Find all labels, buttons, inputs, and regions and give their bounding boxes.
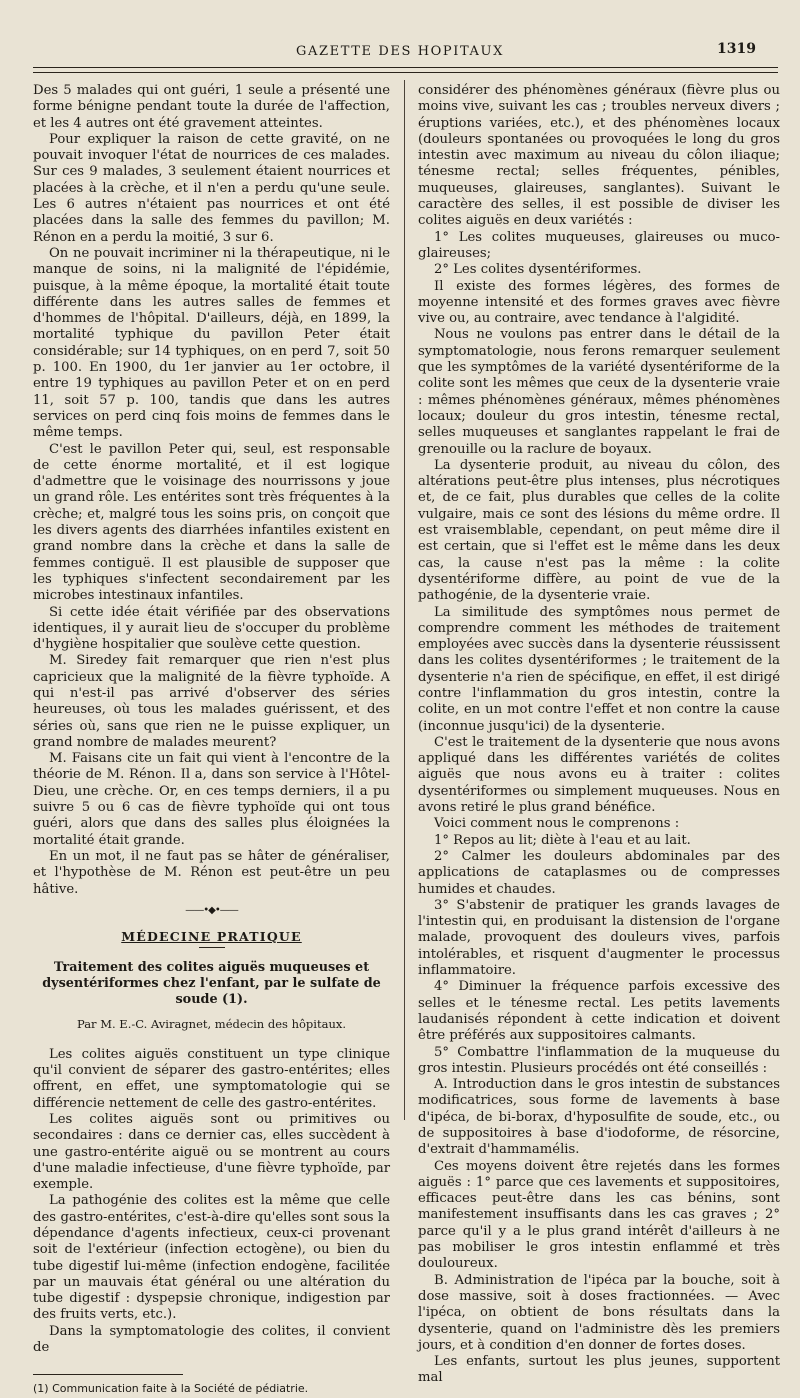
list-item: 3° S'abstenir de pratiquer les grands lavages de l'intestin qui, en produisant la distension de l'organe malade, provoquent des douleurs vives, parfois intolérables, et risquent d'augmenter le processus inflammatoire. bbox=[418, 897, 780, 979]
paragraph: M. Siredey fait remarquer que rien n'est plus capricieux que la malignité de la fièvre typhoïde. A qui n'est-il pas arrivé d'observer des séries heureuses, où tous les malades guérissent, et des séries où, sans que rien ne le puisse expliquer, un grand nombre de malades meurent? bbox=[33, 653, 390, 750]
list-item: 2° Les colites dysentériformes. bbox=[434, 262, 642, 278]
paragraph: C'est le pavillon Peter qui, seul, est responsable de cette énorme mortalité, et il est logique d'admettre que le voisinage des nourrissons y joue un grand rôle. Les entérites sont très fréquentes à la crèche; et, malgré tous les soins pris, on conçoit que les divers agents des diarrhées infantiles existent en grand nombre dans la crèche et dans la salle de femmes contiguë. Il est plausible de supposer que les typhiques s'infectent secondairement par les microbes intestinaux infantiles. bbox=[33, 441, 390, 604]
page-number: 1319 bbox=[717, 41, 756, 57]
paragraph: Les enfants, surtout les plus jeunes, supportent mal bbox=[418, 1354, 780, 1386]
running-title: GAZETTE DES HOPITAUX bbox=[296, 44, 504, 59]
paragraph: M. Faisans cite un fait qui vient à l'encontre de la théorie de M. Rénon. Il a, dans son service à l'Hôtel-Dieu, une crèche. Or, en ces temps derniers, il a pu suivre 5 ou 6 cas de fièvre typhoïde qui ont tous guéri, alors que dans des salles plus éloignées la mortalité était grande. bbox=[33, 751, 390, 848]
paragraph: La similitude des symptômes nous permet de comprendre comment les méthodes de traitement employées avec succès dans la dysenterie réussissent dans les colites dysentériformes ; le traitement de la dysenterie n'a rien de spécifique, en effet, il est dirigé contre l'inflammation du gros intestin, contre la colite, en un mot contre l'effet et non contre la cause (inconnue jusqu'ici) de la dysenterie. bbox=[418, 604, 781, 734]
left-column bbox=[33, 83, 390, 1398]
paragraph: Pour expliquer la raison de cette gravité, on ne pouvait invoquer l'état de nourrices de ces malades. Sur ces 9 malades, 3 seulement étaient nourrices et placées à la crèche, et il n'en a perdu qu'une seule. Les 6 autres n'étaient pas nourrices et ont été placées dans la salle des femmes du pavillon; M. Rénon en a perdu la moitié, 3 sur 6. bbox=[33, 131, 390, 245]
paragraph: Les colites aiguës constituent un type clinique qu'il convient de séparer des gastro-entérites; elles offrent, en effet, une symptomatologie qui se différencie nettement de celle des gastro-entérites. bbox=[33, 1046, 390, 1111]
list-item: 1° Repos au lit; diète à l'eau et au lait. bbox=[434, 832, 691, 848]
paragraph: Dans la symptomatologie des colites, il convient de bbox=[33, 1323, 390, 1356]
paragraph: La dysenterie produit, au niveau du côlon, des altérations peut-être plus intenses, plus nécrotiques et, de ce fait, plus durables que celles de la colite vulgaire, mais ce sont des lésions du même ordre. Il est vraisemblable, cependant, on peut même dire il est certain, que si l'effet est le même dans les deux cas, la cause n'est pas la même : la colite dysentériforme diffère, au point de vue de la pathogénie, de la dysenterie vraie. bbox=[418, 457, 780, 604]
section-ornament: ——•◆•—— bbox=[185, 904, 238, 916]
paragraph: considérer des phénomènes généraux (fièvre plus ou moins vive, suivant les cas ; troubles nerveux divers ; éruptions variées, etc.), et des phénomènes locaux (douleurs spontanées ou provoquées le long du gros intestin avec maximum au niveau du côlon iliaque; ténesme rectal; selles fréquentes, pénibles, muqueuses, glaireuses, sanglantes). Suivant le caractère des selles, il est possible de diviser les colites aiguës en deux variétés : bbox=[418, 83, 780, 229]
paragraph: La pathogénie des colites est la même que celle des gastro-entérites, c'est-à-dire qu'elles sont sous la dépendance d'agents infectieux, ceux-ci provenant soit de l'extérieur (infection ectogène), ou bien du tube digestif lui-même (infection endogène, facilitée par un mauvais état général ou une altération du tube digestif : dyspepsie chronique, indigestion par des fruits verts, etc.). bbox=[33, 1193, 390, 1323]
paragraph: B. Administration de l'ipéca par la bouche, soit à dose massive, soit à doses fractionnées. — Avec l'ipéca, on obtient de bons résultats dans la dysenterie, quand on l'administre dès les premiers jours, et à condition d'en donner de fortes doses. bbox=[418, 1272, 780, 1353]
paragraph: Ces moyens doivent être rejetés dans les formes aiguës : 1° parce que ces lavements et suppositoires, efficaces peut-être dans les cas bénins, sont manifestement insuffisants dans les cas graves ; 2° parce qu'il y a le plus grand intérêt d'ailleurs à ne pas mobiliser le gros intestin enflammé et très douloureux. bbox=[418, 1158, 780, 1272]
paragraph: Nous ne voulons pas entrer dans le détail de la symptomatologie, nous ferons remarquer seulement que les symptômes de la variété dysentériforme de la colite sont les mêmes que ceux de la dysenterie vraie : mêmes phénomènes généraux, mêmes phénomènes locaux; douleur du gros intestin, ténesme rectal, selles muqueuses et sanglantes rappelant le frai de grenouille ou la raclure de boyaux. bbox=[418, 327, 780, 457]
list-item: 4° Diminuer la fréquence parfois excessive des selles et le ténesme rectal. Les petits lavements laudanisés répondent à cette indication et doivent être préférés aux suppositoires calmants. bbox=[418, 979, 780, 1044]
paragraph: On ne pouvait incriminer ni la thérapeutique, ni le manque de soins, ni la malignité de l'épidémie, puisque, à la même époque, la mortalité était toute différente dans les autres salles de femmes et d'hommes de l'hôpital. D'ailleurs, déjà, en 1899, la mortalité typhique du pavillon Peter était considérable; sur 14 typhiques, on en perd 7, soit 50 p. 100. En 1900, du 1er janvier au 1er octobre, il entre 19 typhiques au pavillon Peter et on en perd 11, soit 57 p. 100, tandis que dans les autres services on perd cinq fois moins de femmes dans le même temps. bbox=[33, 245, 390, 441]
title-rule bbox=[199, 947, 225, 948]
paragraph: Les colites aiguës sont ou primitives ou secondaires : dans ce dernier cas, elles succèdent à une gastro-entérite aiguë ou se montrent au cours d'une maladie infectieuse, d'une fièvre typhoïde, par exemple. bbox=[33, 1111, 390, 1193]
column-divider bbox=[404, 80, 405, 1120]
paragraph: Voici comment nous le comprenons : bbox=[434, 816, 680, 832]
footnote: (1) Communication faite à la Société de pédiatrie. bbox=[33, 1382, 309, 1396]
list-item: 5° Combattre l'inflammation de la muqueuse du gros intestin. Plusieurs procédés ont été conseillés : bbox=[418, 1044, 780, 1076]
paragraph: En un mot, il ne faut pas se hâter de généraliser, et l'hypothèse de M. Rénon est peut-être un peu hâtive. bbox=[33, 848, 390, 897]
header-rule-top bbox=[33, 67, 778, 68]
list-item: 2° Calmer les douleurs abdominales par des applications de cataplasmes ou de compresses humides et chaudes. bbox=[418, 848, 780, 897]
article-byline: Par M. E.-C. Aviragnet, médecin des hôpitaux. bbox=[76, 1017, 346, 1032]
header-rule-bottom bbox=[33, 72, 778, 73]
paragraph: A. Introduction dans le gros intestin de substances modificatrices, sous forme de lavements à base d'ipéca, de bi-borax, d'hyposulfite de soude, etc., ou de suppositoires à base d'iodoforme, de résorcine, d'extrait d'hammamélis. bbox=[418, 1077, 780, 1158]
footnote-rule bbox=[33, 1374, 183, 1375]
paragraph: Des 5 malades qui ont guéri, 1 seule a présenté une forme bénigne pendant toute la durée de l'affection, et les 4 autres ont été gravement atteintes. bbox=[33, 83, 390, 131]
paragraph: C'est le traitement de la dysenterie que nous avons appliqué dans les différentes variétés de colites aiguës que nous avons eu à traiter : colites dysentériformes ou simplement muqueuses. Nous en avons retiré le plus grand bénéfice. bbox=[418, 734, 780, 816]
list-item: 1° Les colites muqueuses, glaireuses ou muco-glaireuses; bbox=[418, 229, 780, 261]
right-column bbox=[418, 83, 780, 1387]
paragraph: Il existe des formes légères, des formes de moyenne intensité et des formes graves avec fièvre vive ou, au contraire, avec tendance à l'algidité. bbox=[418, 278, 780, 327]
section-title: MÉDECINE PRATIQUE bbox=[121, 929, 302, 945]
paragraph: Si cette idée était vérifiée par des observations identiques, il y aurait lieu de s'occuper du problème d'hygiène hospitalier que soulève cette question. bbox=[33, 604, 390, 653]
article-title: Traitement des colites aiguës muqueuses et dysentériformes chez l'enfant, par le sulfate de soude (1). bbox=[42, 960, 381, 1008]
